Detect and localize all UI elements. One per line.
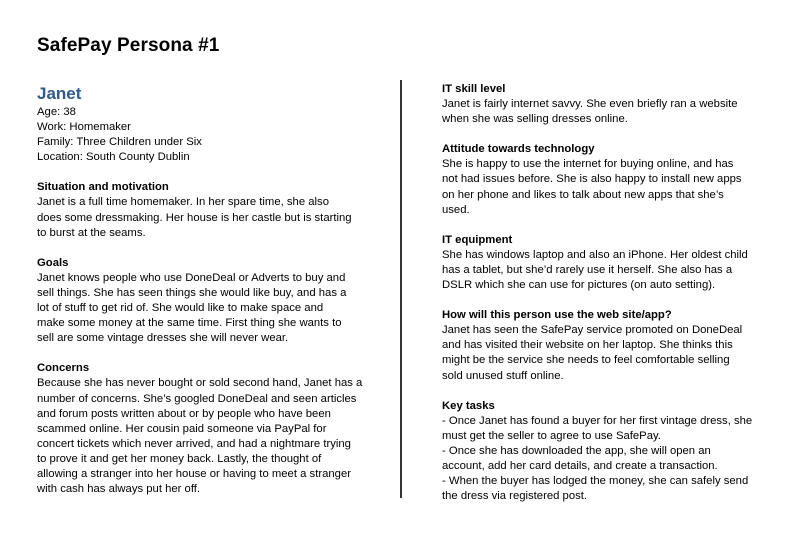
section-line: to prove it and get her money back. Lastly, the thought of bbox=[37, 452, 322, 465]
section-line: has a tablet, but she’d rarely use it herself. She also has a bbox=[442, 263, 733, 276]
section-heading: IT skill level bbox=[442, 83, 506, 95]
section-heading: How will this person use the web site/app? bbox=[442, 309, 672, 322]
section-line: with cash has always put her off. bbox=[37, 483, 201, 496]
section-line: number of concerns. She’s googled DoneDeal and seen articles bbox=[37, 392, 357, 405]
section-line: and forum posts written about or by people who have been bbox=[37, 407, 331, 420]
column-divider bbox=[400, 80, 402, 498]
section-heading: IT equipment bbox=[442, 233, 513, 246]
section-line: sell things. She has seen things she would like buy, and has a bbox=[37, 286, 347, 299]
section-line: when she was selling dresses online. bbox=[442, 113, 628, 126]
section-line: Because she has never bought or sold second hand, Janet has a bbox=[37, 377, 363, 390]
section-line: sold unused stuff online. bbox=[442, 369, 564, 382]
section-usage bbox=[442, 308, 772, 383]
section-heading: Goals bbox=[37, 256, 69, 269]
section-line: allowing a stranger into her house or having to meet a stranger bbox=[37, 467, 351, 480]
section-heading: Concerns bbox=[37, 362, 90, 375]
section-situation bbox=[37, 180, 382, 240]
section-line: Janet is fairly internet savvy. She even briefly ran a website bbox=[442, 98, 738, 111]
section-line: - Once Janet has found a buyer for her first vintage dress, she bbox=[442, 414, 753, 427]
section-line: Janet is a full time homemaker. In her spare time, she also bbox=[37, 196, 329, 209]
document-title: SafePay Persona #1 bbox=[37, 35, 220, 56]
section-line: She has windows laptop and also an iPhone. Her oldest child bbox=[442, 248, 748, 261]
section-line: account, add her card details, and create a transaction. bbox=[442, 459, 718, 472]
section-line: Janet has seen the SafePay service promoted on DoneDeal bbox=[442, 324, 743, 337]
section-line: DSLR which she can use for pictures (on auto setting). bbox=[442, 279, 716, 292]
section-heading: Attitude towards technology bbox=[442, 143, 595, 156]
section-key-tasks bbox=[442, 399, 772, 505]
section-line: scammed online. Her cousin paid someone via PayPal for bbox=[37, 422, 327, 435]
section-line: must get the seller to agree to use SafePay. bbox=[442, 429, 661, 442]
section-goals bbox=[37, 256, 382, 347]
section-line: make some money at the same time. First thing she wants to bbox=[37, 317, 342, 330]
section-line: concert tickets which never arrived, and had a nightmare trying bbox=[37, 437, 351, 450]
section-heading: Situation and motivation bbox=[37, 181, 169, 194]
section-line: the dress via registered post. bbox=[442, 490, 588, 503]
section-line: used. bbox=[442, 203, 470, 216]
persona-facts bbox=[37, 105, 382, 165]
persona-fact-family: Family: Three Children under Six bbox=[37, 136, 202, 149]
section-line: and has visited their website on her laptop. She thinks this bbox=[442, 339, 733, 352]
section-line: - When the buyer has lodged the money, she can safely send bbox=[442, 475, 749, 488]
section-heading: Key tasks bbox=[442, 399, 495, 412]
section-line: She is happy to use the internet for buying online, and has bbox=[442, 158, 734, 171]
persona-fact-work: Work: Homemaker bbox=[37, 121, 131, 134]
persona-fact-age: Age: 38 bbox=[37, 106, 76, 118]
section-line: - Once she has downloaded the app, she will open an bbox=[442, 444, 711, 457]
section-line: sell are some vintage dresses she will never wear. bbox=[37, 332, 289, 345]
section-it-skill bbox=[442, 82, 772, 127]
section-line: might be the service she needs to feel comfortable selling bbox=[442, 354, 730, 367]
section-it-equipment bbox=[442, 233, 772, 293]
section-concerns bbox=[37, 361, 382, 497]
persona-name: Janet bbox=[37, 84, 82, 103]
section-line: on her phone and likes to talk about new apps that she’s bbox=[442, 188, 724, 201]
section-line: Janet knows people who use DoneDeal or Adverts to buy and bbox=[37, 271, 346, 284]
left-column bbox=[37, 84, 382, 497]
section-line: lot of stuff to get rid of. She would like to make space and bbox=[37, 302, 324, 315]
section-line: to burst at the seams. bbox=[37, 226, 146, 239]
section-attitude bbox=[442, 142, 772, 217]
persona-fact-location: Location: South County Dublin bbox=[37, 151, 190, 164]
section-line: not had issues before. She is also happy to install new apps bbox=[442, 173, 742, 186]
right-column bbox=[442, 82, 772, 504]
section-line: does some dressmaking. Her house is her castle but is starting bbox=[37, 211, 352, 224]
